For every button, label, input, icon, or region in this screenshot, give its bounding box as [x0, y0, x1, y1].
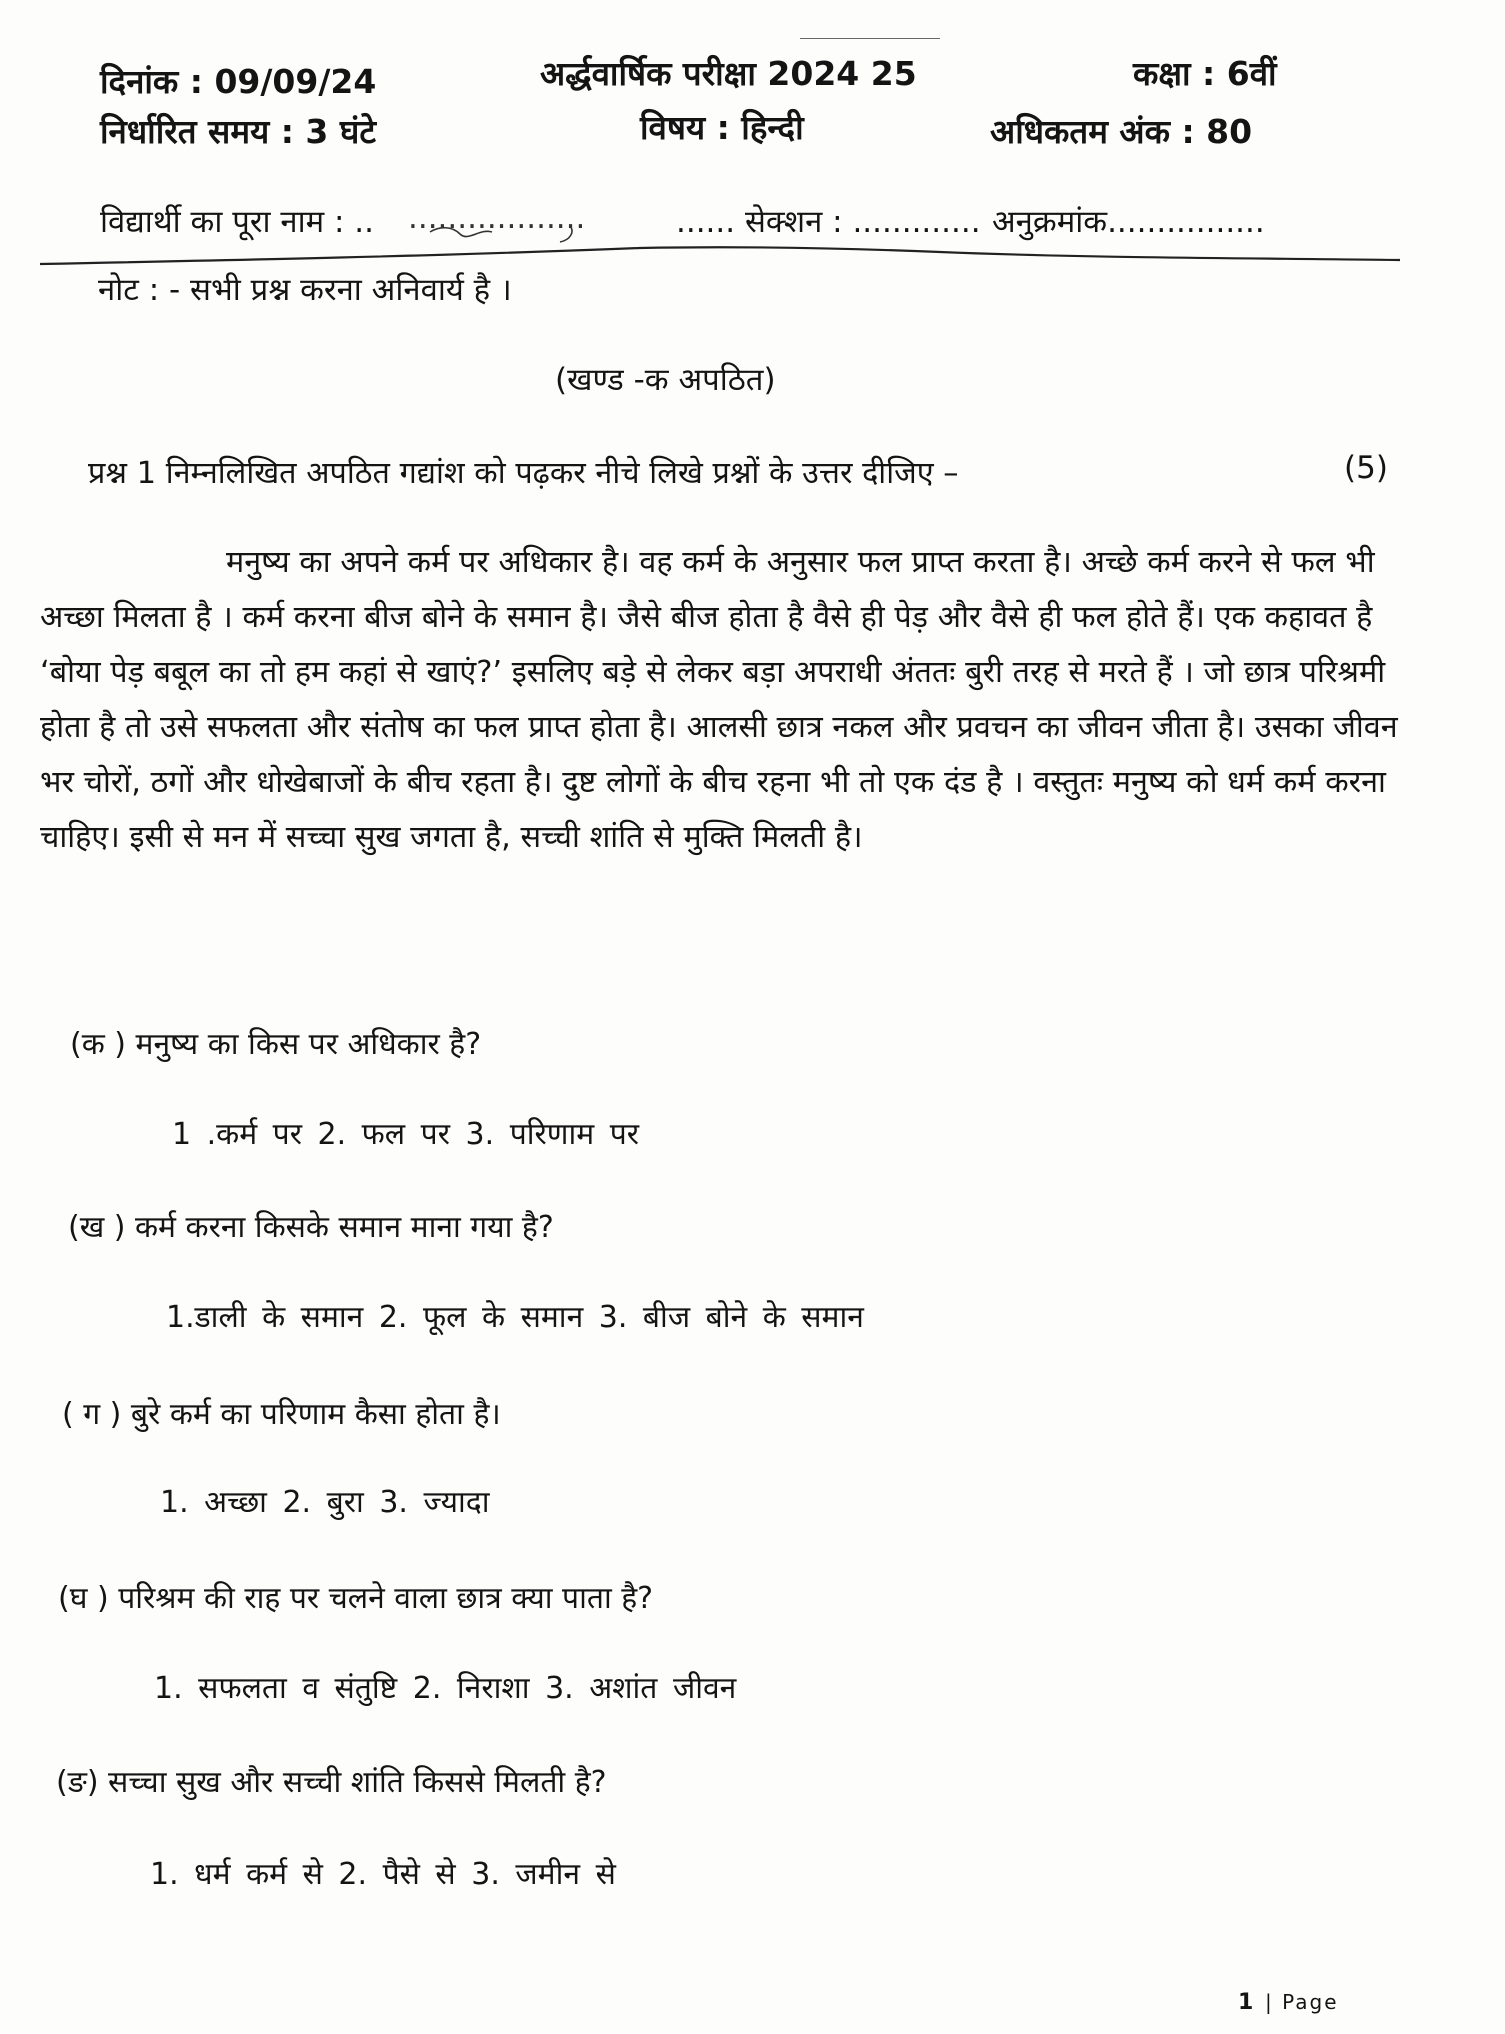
sub-question-gha: (घ ) परिश्रम की राह पर चलने वाला छात्र क्या पाता है? — [58, 1581, 654, 1616]
section-label: ...... सेक्शन : ............. — [676, 204, 981, 240]
sub-question-gha-options: 1. सफलता व संतुष्टि 2. निराशा 3. अशांत जीवन — [154, 1671, 737, 1706]
exam-subject: विषय : हिन्दी — [640, 108, 804, 147]
sub-question-kha: (ख ) कर्म करना किसके समान माना गया है? — [68, 1210, 554, 1245]
unseen-passage — [40, 535, 1410, 865]
instructions-note: नोट : - सभी प्रश्न करना अनिवार्य है । — [98, 272, 512, 308]
exam-date: दिनांक : 09/09/24 — [100, 62, 377, 101]
sub-question-ga: ( ग ) बुरे कर्म का परिणाम कैसा होता है। — [62, 1397, 501, 1432]
exam-duration: निर्धारित समय : 3 घंटे — [100, 112, 376, 151]
header-separator-line — [40, 238, 1400, 272]
exam-class: कक्षा : 6वीं — [1133, 54, 1277, 93]
sub-question-nga: (ङ) सच्चा सुख और सच्ची शांति किससे मिलती है? — [56, 1765, 607, 1800]
section-title: (खण्ड -क अपठित) — [555, 362, 776, 398]
sub-question-nga-options: 1. धर्म कर्म से 2. पैसे से 3. जमीन से — [150, 1857, 616, 1892]
exam-max-marks: अधिकतम अंक : 80 — [990, 112, 1253, 151]
exam-title: अर्द्धवार्षिक परीक्षा 2024 25 — [540, 54, 917, 93]
page-footer — [1238, 1990, 1339, 2015]
sub-question-ka: (क ) मनुष्य का किस पर अधिकार है? — [70, 1027, 482, 1062]
sub-question-ga-options: 1. अच्छा 2. बुरा 3. ज्यादा — [160, 1485, 490, 1520]
roll-number-label: अनुक्रमांक................ — [992, 204, 1265, 240]
sub-question-ka-options: 1 .कर्म पर 2. फल पर 3. परिणाम पर — [172, 1117, 640, 1152]
student-name-label: विद्यार्थी का पूरा नाम : .. — [100, 204, 375, 240]
question-1-text: प्रश्न 1 निम्नलिखित अपठित गद्यांश को पढ़कर नीचे लिखे प्रश्नों के उत्तर दीजिए – — [88, 456, 959, 491]
passage-text: मनुष्य का अपने कर्म पर अधिकार है। वह कर्म के अनुसार फल प्राप्त करता है। अच्छे कर्म करने से फल भी अच्छा मिलता है । कर्म करना बीज बोने के समान है। जैसे बीज होता है वैसे ही पेड़ और वैसे ही फल होते हैं। एक कहावत है ‘बोया पेड़ बबूल का तो हम कहां से खाएं?’ इसलिए बड़े से लेकर बड़ा अपराधी अंततः बुरी तरह से मरते हैं । जो छात्र परिश्रमी होता है तो उसे सफलता और संतोष का फल प्राप्त होता है। आलसी छात्र नकल और प्रवचन का जीवन जीता है। उसका जीवन भर चोरों, ठगों और धोखेबाजों के बीच रहता है। दुष्ट लोगों के बीच रहना भी तो एक दंड है । वस्तुतः मनुष्य को धर्म कर्म करना चाहिए। इसी से मन में सच्चा सुख जगता है, सच्ची शांति से मुक्ति मिलती है। — [40, 545, 1398, 855]
page-label: | Page — [1264, 1990, 1339, 2014]
top-mark — [800, 38, 940, 39]
page-number: 1 — [1238, 1990, 1256, 2015]
sub-question-kha-options: 1.डाली के समान 2. फूल के समान 3. बीज बोने के समान — [166, 1300, 864, 1335]
student-name-dots[interactable]: .................. — [408, 200, 586, 236]
question-1-marks: (5) — [1344, 450, 1388, 486]
